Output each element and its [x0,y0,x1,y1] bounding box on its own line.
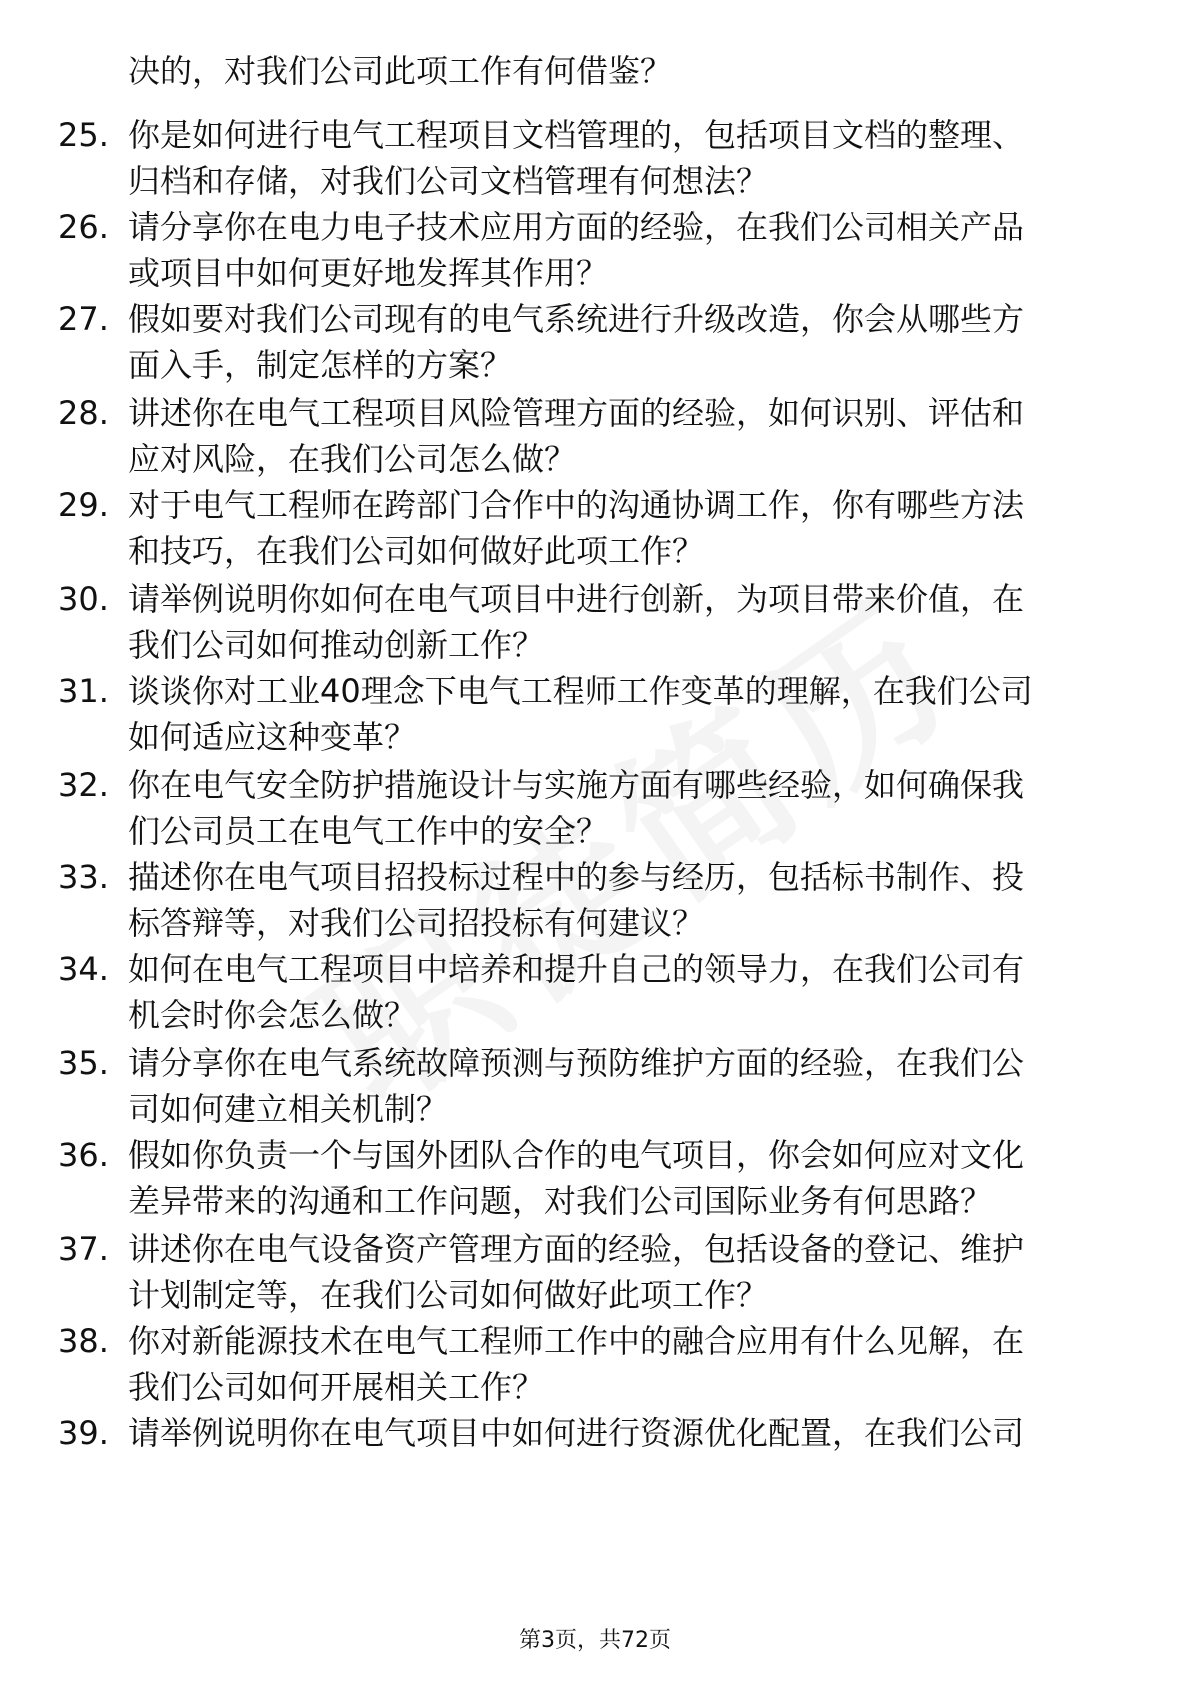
question-text [128,1410,1138,1456]
question-number: 27. [58,300,109,338]
question-number: 36. [58,1136,109,1174]
question-text [128,1040,1138,1132]
question-text [128,112,1138,204]
question-text [128,204,1138,296]
question-line: 你在电气安全防护措施设计与实施方面有哪些经验，如何确保我 [128,766,1025,804]
question-text [128,1318,1138,1410]
question-number: 31. [58,672,109,710]
question-line: 司如何建立相关机制？ [128,1090,449,1128]
question-line: 对于电气工程师在跨部门合作中的沟通协调工作，你有哪些方法 [128,486,1025,524]
question-line: 归档和存储，对我们公司文档管理有何想法？ [128,162,769,200]
question-number: 39. [58,1414,109,1452]
question-continuation-text: 决的，对我们公司此项工作有何借鉴？ [128,52,673,90]
question-line: 请举例说明你如何在电气项目中进行创新，为项目带来价值，在 [128,580,1025,618]
question-text [128,1226,1138,1318]
question-line: 如何在电气工程项目中培养和提升自己的领导力，在我们公司有 [128,950,1025,988]
question-number: 26. [58,208,109,246]
question-text [128,1132,1138,1224]
question-number: 25. [58,116,109,154]
question-line: 讲述你在电气工程项目风险管理方面的经验，如何识别、评估和 [128,394,1025,432]
question-number: 34. [58,950,109,988]
question-line: 请分享你在电力电子技术应用方面的经验，在我们公司相关产品 [128,208,1025,246]
question-line: 差异带来的沟通和工作问题，对我们公司国际业务有何思路？ [128,1182,993,1220]
question-number: 38. [58,1322,109,1360]
question-line: 假如要对我们公司现有的电气系统进行升级改造，你会从哪些方 [128,300,1025,338]
question-line: 我们公司如何推动创新工作？ [128,626,545,664]
question-number: 28. [58,394,109,432]
question-number: 37. [58,1230,109,1268]
question-line: 或项目中如何更好地发挥其作用？ [128,254,609,292]
question-text [128,762,1138,854]
question-number: 33. [58,858,109,896]
question-line: 和技巧，在我们公司如何做好此项工作？ [128,532,705,570]
question-number: 29. [58,486,109,524]
question-line: 假如你负责一个与国外团队合作的电气项目，你会如何应对文化 [128,1136,1025,1174]
question-line: 你是如何进行电气工程项目文档管理的，包括项目文档的整理、 [128,116,1025,154]
question-line: 计划制定等，在我们公司如何做好此项工作？ [128,1276,769,1314]
question-line: 我们公司如何开展相关工作？ [128,1368,545,1406]
question-line: 你对新能源技术在电气工程师工作中的融合应用有什么见解，在 [128,1322,1025,1360]
question-number: 35. [58,1044,109,1082]
question-text [128,482,1138,574]
question-line: 描述你在电气项目招投标过程中的参与经历，包括标书制作、投 [128,858,1025,896]
question-text [128,946,1138,1038]
question-number: 32. [58,766,109,804]
question-line: 请分享你在电气系统故障预测与预防维护方面的经验，在我们公 [128,1044,1025,1082]
question-text [128,576,1138,668]
question-line: 应对风险，在我们公司怎么做？ [128,440,577,478]
question-text [128,854,1138,946]
question-line: 如何适应这种变革？ [128,718,417,756]
page-number-footer: 第3页，共72页 [519,1628,671,1653]
question-text [128,390,1138,482]
question-line: 谈谈你对工业40理念下电气工程师工作变革的理解，在我们公司 [128,672,1033,710]
question-line: 标答辩等，对我们公司招投标有何建议？ [128,904,705,942]
question-line: 面入手，制定怎样的方案？ [128,346,513,384]
question-line: 请举例说明你在电气项目中如何进行资源优化配置，在我们公司 [128,1414,1025,1452]
question-text [128,296,1138,388]
question-text [128,668,1138,760]
question-number: 30. [58,580,109,618]
question-line: 机会时你会怎么做？ [128,996,417,1034]
question-line: 们公司员工在电气工作中的安全？ [128,812,609,850]
question-line: 讲述你在电气设备资产管理方面的经验，包括设备的登记、维护 [128,1230,1025,1268]
